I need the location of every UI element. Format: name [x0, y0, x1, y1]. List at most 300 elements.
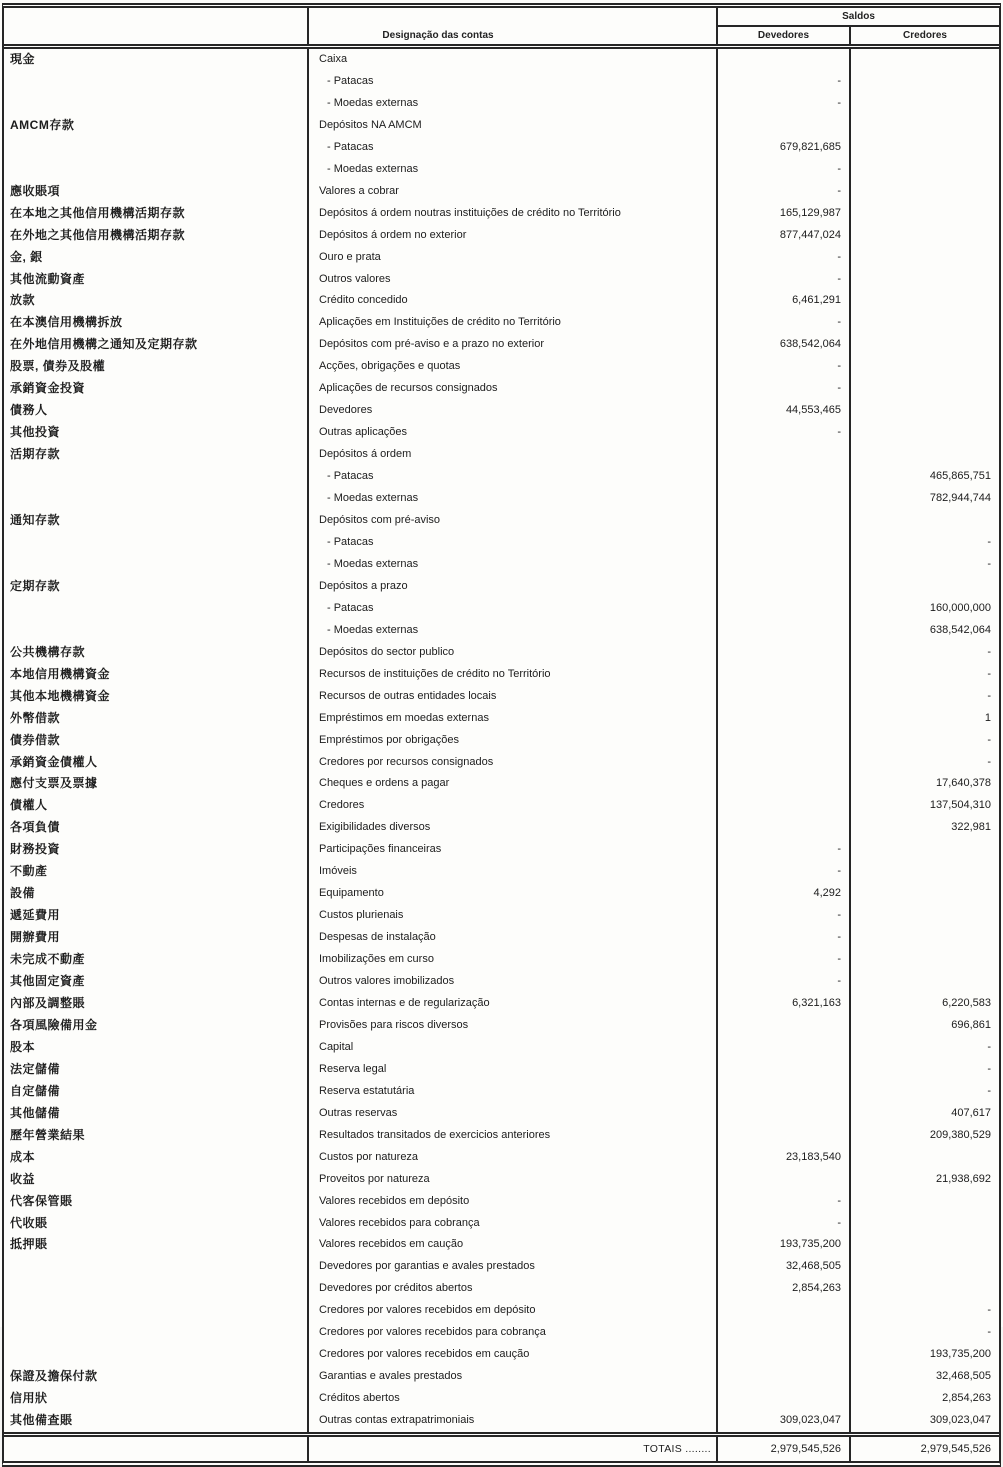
credores-value — [850, 269, 999, 291]
account-name-cn: 債券借款 — [4, 730, 308, 752]
credores-value — [850, 861, 999, 883]
account-name-cn: 歷年營業結果 — [4, 1125, 308, 1147]
account-name-cn: 債權人 — [4, 795, 308, 817]
devedores-value — [717, 1015, 850, 1037]
account-name-cn: 現金 — [4, 47, 308, 71]
credores-value — [850, 1213, 999, 1235]
devedores-value: - — [717, 159, 850, 181]
table-header — [4, 8, 999, 47]
account-name-cn — [4, 1322, 308, 1344]
account-name-pt: Devedores por garantias e avales prestados — [308, 1256, 717, 1278]
account-name-cn: 公共機構存款 — [4, 642, 308, 664]
table-row — [4, 1081, 999, 1103]
table-row — [4, 817, 999, 839]
devedores-value: 877,447,024 — [717, 225, 850, 247]
credores-value — [850, 93, 999, 115]
account-name-pt: Cheques e ordens a pagar — [308, 773, 717, 795]
account-name-pt: Proveitos por natureza — [308, 1169, 717, 1191]
table-row — [4, 269, 999, 291]
account-name-cn: 其他固定資產 — [4, 971, 308, 993]
account-name-pt: Aplicações de recursos consignados — [308, 378, 717, 400]
account-name-cn: 活期存款 — [4, 444, 308, 466]
credores-value — [850, 1147, 999, 1169]
credores-value: 193,735,200 — [929, 1348, 992, 1361]
credores-value — [850, 1234, 999, 1256]
table-row — [4, 1300, 999, 1322]
table-row — [4, 93, 999, 115]
account-name-cn: 應付支票及票據 — [4, 773, 308, 795]
devedores-value: - — [717, 269, 850, 291]
devedores-value: - — [717, 927, 850, 949]
table-row — [4, 1256, 999, 1278]
header-spacer-cn2 — [4, 26, 308, 47]
account-name-pt: Equipamento — [308, 883, 717, 905]
table-row — [4, 444, 999, 466]
devedores-value — [717, 1344, 850, 1366]
table-row — [4, 927, 999, 949]
account-name-cn — [4, 1344, 308, 1366]
account-name-pt: - Patacas — [308, 71, 717, 93]
credores-value: - — [987, 667, 992, 680]
table-row — [4, 839, 999, 861]
totals-row — [4, 1435, 999, 1462]
header-spacer-cn — [4, 8, 308, 26]
account-name-pt: Custos por natureza — [308, 1147, 717, 1169]
totals-credores: 2,979,545,526 — [850, 1435, 999, 1462]
account-name-pt: Contas internas e de regularização — [308, 993, 717, 1015]
devedores-value: 32,468,505 — [717, 1256, 850, 1278]
devedores-value — [717, 1388, 850, 1410]
account-name-pt: Valores recebidos em depósito — [308, 1191, 717, 1213]
account-name-pt: - Moedas externas — [308, 93, 717, 115]
devedores-value — [717, 554, 850, 576]
credores-value: 6,220,583 — [942, 996, 992, 1009]
account-name-cn — [4, 1300, 308, 1322]
designacao-header: Designação das contas — [308, 26, 717, 47]
credores-value: - — [987, 733, 992, 746]
account-name-cn: 金, 銀 — [4, 247, 308, 269]
account-name-pt: Outras contas extrapatrimoniais — [308, 1410, 717, 1434]
account-name-pt: - Moedas externas — [308, 554, 717, 576]
devedores-value — [717, 1125, 850, 1147]
credores-value — [850, 47, 999, 71]
table-row — [4, 708, 999, 730]
credores-value — [850, 181, 999, 203]
account-name-cn — [4, 488, 308, 510]
account-name-cn: 代收賬 — [4, 1213, 308, 1235]
devedores-value — [717, 1322, 850, 1344]
devedores-value — [717, 664, 850, 686]
credores-value: - — [987, 1326, 992, 1339]
devedores-value: - — [717, 905, 850, 927]
account-name-pt: Devedores por créditos abertos — [308, 1278, 717, 1300]
saldos-header: Saldos — [717, 8, 999, 26]
devedores-value: - — [717, 378, 850, 400]
account-name-cn — [4, 71, 308, 93]
account-name-cn: 抵押賬 — [4, 1234, 308, 1256]
devedores-value — [717, 1366, 850, 1388]
devedores-value — [717, 817, 850, 839]
credores-value — [850, 203, 999, 225]
table-row — [4, 137, 999, 159]
account-name-pt: - Moedas externas — [308, 488, 717, 510]
credores-value — [850, 334, 999, 356]
credores-value — [850, 905, 999, 927]
trial-balance-table-frame — [2, 3, 1001, 1467]
totals-devedores: 2,979,545,526 — [717, 1435, 850, 1462]
devedores-value: 679,821,685 — [717, 137, 850, 159]
account-name-cn: 在本地之其他信用機構活期存款 — [4, 203, 308, 225]
table-row — [4, 334, 999, 356]
credores-value: - — [987, 1062, 992, 1075]
account-name-pt: Ouro e prata — [308, 247, 717, 269]
credores-value: 322,981 — [951, 821, 992, 834]
table-row — [4, 971, 999, 993]
table-row — [4, 71, 999, 93]
credores-value: 32,468,505 — [935, 1370, 992, 1383]
account-name-cn: 在外地之其他信用機構活期存款 — [4, 225, 308, 247]
table-row — [4, 730, 999, 752]
table-row — [4, 312, 999, 334]
devedores-value — [717, 598, 850, 620]
devedores-value: - — [717, 422, 850, 444]
credores-value — [850, 839, 999, 861]
account-name-pt: Outras reservas — [308, 1103, 717, 1125]
account-name-cn: 保證及擔保付款 — [4, 1366, 308, 1388]
account-name-pt: Recursos de outras entidades locais — [308, 686, 717, 708]
credores-header: Credores — [850, 26, 999, 47]
table-row — [4, 1234, 999, 1256]
credores-value: - — [987, 755, 992, 768]
account-name-pt: Aplicações em Instituições de crédito no Território — [308, 312, 717, 334]
totals-spacer-cn — [4, 1435, 308, 1462]
credores-value: 137,504,310 — [929, 799, 992, 812]
account-name-pt: Caixa — [308, 47, 717, 71]
credores-value — [850, 927, 999, 949]
account-name-cn — [4, 620, 308, 642]
table-body — [4, 47, 999, 1435]
credores-value — [850, 115, 999, 137]
devedores-value — [717, 642, 850, 664]
table-row — [4, 203, 999, 225]
account-name-cn: 放款 — [4, 290, 308, 312]
table-row — [4, 1169, 999, 1191]
credores-value: 21,938,692 — [935, 1172, 992, 1185]
account-name-pt: - Patacas — [308, 137, 717, 159]
table-row — [4, 1037, 999, 1059]
credores-value — [850, 356, 999, 378]
account-name-pt: Depósitos NA AMCM — [308, 115, 717, 137]
account-name-pt: Depósitos á ordem noutras instituições de crédito no Território — [308, 203, 717, 225]
devedores-value — [717, 510, 850, 532]
credores-value: 407,617 — [951, 1106, 992, 1119]
account-name-pt: - Patacas — [308, 466, 717, 488]
account-name-cn: 定期存款 — [4, 576, 308, 598]
devedores-value: 2,854,263 — [717, 1278, 850, 1300]
table-row — [4, 422, 999, 444]
account-name-pt: Recursos de instituições de crédito no Território — [308, 664, 717, 686]
devedores-value: 6,461,291 — [717, 290, 850, 312]
account-name-cn: 財務投資 — [4, 839, 308, 861]
devedores-value: - — [717, 93, 850, 115]
account-name-cn: 內部及調整賬 — [4, 993, 308, 1015]
devedores-value: - — [717, 181, 850, 203]
credores-value: - — [987, 1304, 992, 1317]
credores-value: - — [987, 535, 992, 548]
table-row — [4, 576, 999, 598]
devedores-value — [717, 1300, 850, 1322]
credores-value: - — [987, 1040, 992, 1053]
devedores-value — [717, 1059, 850, 1081]
devedores-value — [717, 47, 850, 71]
account-name-pt: Capital — [308, 1037, 717, 1059]
devedores-value — [717, 466, 850, 488]
credores-value: 17,640,378 — [935, 777, 992, 790]
account-name-cn: 通知存款 — [4, 510, 308, 532]
account-name-pt: Acções, obrigações e quotas — [308, 356, 717, 378]
credores-value — [850, 247, 999, 269]
account-name-pt: Reserva legal — [308, 1059, 717, 1081]
devedores-value — [717, 1103, 850, 1125]
credores-value — [850, 949, 999, 971]
devedores-value: - — [717, 861, 850, 883]
devedores-value: 165,129,987 — [717, 203, 850, 225]
account-name-pt: Custos plurienais — [308, 905, 717, 927]
table-row — [4, 1147, 999, 1169]
account-name-pt: Credores por valores recebidos para cobrança — [308, 1322, 717, 1344]
devedores-value — [717, 532, 850, 554]
account-name-pt: Empréstimos por obrigações — [308, 730, 717, 752]
account-name-cn: 不動產 — [4, 861, 308, 883]
account-name-cn — [4, 466, 308, 488]
credores-value — [850, 1256, 999, 1278]
devedores-value: 6,321,163 — [717, 993, 850, 1015]
devedores-value — [717, 444, 850, 466]
devedores-value: - — [717, 1213, 850, 1235]
credores-value: - — [987, 1084, 992, 1097]
devedores-value: - — [717, 839, 850, 861]
table-row — [4, 1366, 999, 1388]
account-name-pt: Credores por valores recebidos em caução — [308, 1344, 717, 1366]
account-name-cn — [4, 1256, 308, 1278]
account-name-cn: 外幣借款 — [4, 708, 308, 730]
account-name-cn: 承銷資金債權人 — [4, 752, 308, 774]
account-name-pt: Depósitos á ordem no exterior — [308, 225, 717, 247]
account-name-pt: - Moedas externas — [308, 159, 717, 181]
devedores-value — [717, 708, 850, 730]
account-name-pt: Depósitos do sector publico — [308, 642, 717, 664]
devedores-value: - — [717, 949, 850, 971]
credores-value: 160,000,000 — [929, 601, 992, 614]
account-name-cn: 本地信用機構資金 — [4, 664, 308, 686]
devedores-header: Devedores — [717, 26, 850, 47]
credores-value — [850, 225, 999, 247]
devedores-value — [717, 752, 850, 774]
account-name-cn: 在本澳信用機構拆放 — [4, 312, 308, 334]
account-name-cn: 股本 — [4, 1037, 308, 1059]
account-name-cn: 未完成不動產 — [4, 949, 308, 971]
devedores-value: - — [717, 312, 850, 334]
account-name-cn: 其他流動資產 — [4, 269, 308, 291]
account-name-cn: 遞延費用 — [4, 905, 308, 927]
account-name-pt: Devedores — [308, 400, 717, 422]
table-row — [4, 378, 999, 400]
account-name-cn: 收益 — [4, 1169, 308, 1191]
account-name-cn: 股票, 債券及股權 — [4, 356, 308, 378]
credores-value — [850, 312, 999, 334]
table-row — [4, 47, 999, 71]
table-row — [4, 1322, 999, 1344]
table-row — [4, 861, 999, 883]
credores-value: 309,023,047 — [929, 1414, 992, 1427]
table-row — [4, 247, 999, 269]
table-row — [4, 115, 999, 137]
credores-value — [850, 576, 999, 598]
account-name-pt: Participações financeiras — [308, 839, 717, 861]
table-row — [4, 290, 999, 312]
header-row-saldos — [4, 8, 999, 26]
account-name-pt: Imobilizações em curso — [308, 949, 717, 971]
table-row — [4, 400, 999, 422]
account-name-cn — [4, 598, 308, 620]
account-name-cn — [4, 159, 308, 181]
account-name-cn — [4, 532, 308, 554]
credores-value — [850, 883, 999, 905]
account-name-cn: AMCM存款 — [4, 115, 308, 137]
devedores-value: - — [717, 356, 850, 378]
devedores-value — [717, 1037, 850, 1059]
credores-value: - — [987, 689, 992, 702]
account-name-pt: Depósitos com pré-aviso — [308, 510, 717, 532]
devedores-value: 44,553,465 — [717, 400, 850, 422]
account-name-pt: Valores a cobrar — [308, 181, 717, 203]
account-name-pt: Garantias e avales prestados — [308, 1366, 717, 1388]
account-name-pt: Credores — [308, 795, 717, 817]
table-row — [4, 1191, 999, 1213]
devedores-value: - — [717, 71, 850, 93]
account-name-cn: 在外地信用機構之通知及定期存款 — [4, 334, 308, 356]
account-name-cn: 自定儲備 — [4, 1081, 308, 1103]
credores-value — [850, 422, 999, 444]
devedores-value — [717, 795, 850, 817]
header-row-columns — [4, 26, 999, 47]
trial-balance-table — [4, 8, 999, 1461]
devedores-value — [717, 773, 850, 795]
account-name-pt: Depósitos com pré-aviso e a prazo no exterior — [308, 334, 717, 356]
table-row — [4, 686, 999, 708]
table-row — [4, 1388, 999, 1410]
account-name-pt: Valores recebidos em caução — [308, 1234, 717, 1256]
credores-value: - — [987, 645, 992, 658]
account-name-pt: Outras aplicações — [308, 422, 717, 444]
table-row — [4, 181, 999, 203]
account-name-pt: Credores por recursos consignados — [308, 752, 717, 774]
devedores-value — [717, 1169, 850, 1191]
credores-value: 696,861 — [951, 1018, 992, 1031]
credores-value: 1 — [984, 711, 992, 724]
table-row — [4, 159, 999, 181]
account-name-pt: Imóveis — [308, 861, 717, 883]
table-row — [4, 993, 999, 1015]
credores-value — [850, 159, 999, 181]
credores-value — [850, 400, 999, 422]
credores-value — [850, 510, 999, 532]
devedores-value: - — [717, 971, 850, 993]
account-name-cn: 其他備查賬 — [4, 1410, 308, 1434]
account-name-cn: 代客保管賬 — [4, 1191, 308, 1213]
table-row — [4, 1213, 999, 1235]
table-footer — [4, 1435, 999, 1462]
table-row — [4, 225, 999, 247]
account-name-pt: Empréstimos em moedas externas — [308, 708, 717, 730]
account-name-pt: Despesas de instalação — [308, 927, 717, 949]
credores-value — [850, 137, 999, 159]
account-name-cn: 各項負債 — [4, 817, 308, 839]
credores-value: 638,542,064 — [929, 623, 992, 636]
devedores-value — [717, 620, 850, 642]
table-row — [4, 554, 999, 576]
account-name-cn — [4, 137, 308, 159]
account-name-pt: Depósitos á ordem — [308, 444, 717, 466]
devedores-value — [717, 115, 850, 137]
account-name-pt: - Patacas — [308, 532, 717, 554]
account-name-cn — [4, 1278, 308, 1300]
devedores-value — [717, 488, 850, 510]
credores-value — [850, 971, 999, 993]
table-row — [4, 642, 999, 664]
account-name-cn: 應收賬項 — [4, 181, 308, 203]
credores-value — [850, 71, 999, 93]
table-row — [4, 1125, 999, 1147]
devedores-value: - — [717, 247, 850, 269]
table-row — [4, 488, 999, 510]
account-name-cn — [4, 554, 308, 576]
table-row — [4, 905, 999, 927]
account-name-pt: Reserva estatutária — [308, 1081, 717, 1103]
account-name-cn: 法定儲備 — [4, 1059, 308, 1081]
credores-value: - — [987, 557, 992, 570]
table-row — [4, 1059, 999, 1081]
account-name-cn: 承銷資金投資 — [4, 378, 308, 400]
devedores-value: 309,023,047 — [717, 1410, 850, 1434]
account-name-pt: Valores recebidos para cobrança — [308, 1213, 717, 1235]
devedores-value: 193,735,200 — [717, 1234, 850, 1256]
devedores-value — [717, 686, 850, 708]
account-name-cn: 其他儲備 — [4, 1103, 308, 1125]
credores-value: 465,865,751 — [929, 470, 992, 483]
account-name-cn: 開辦費用 — [4, 927, 308, 949]
table-row — [4, 1344, 999, 1366]
devedores-value — [717, 730, 850, 752]
totals-label: TOTAIS ........ — [308, 1435, 717, 1462]
devedores-value — [717, 1081, 850, 1103]
table-row — [4, 664, 999, 686]
devedores-value: 23,183,540 — [717, 1147, 850, 1169]
account-name-pt: Créditos abertos — [308, 1388, 717, 1410]
table-row — [4, 466, 999, 488]
account-name-pt: - Patacas — [308, 598, 717, 620]
account-name-pt: Outros valores imobilizados — [308, 971, 717, 993]
credores-value — [850, 1278, 999, 1300]
account-name-cn: 信用狀 — [4, 1388, 308, 1410]
devedores-value — [717, 576, 850, 598]
credores-value — [850, 290, 999, 312]
account-name-cn: 其他本地機構資金 — [4, 686, 308, 708]
table-row — [4, 1015, 999, 1037]
table-row — [4, 949, 999, 971]
account-name-cn — [4, 93, 308, 115]
account-name-cn: 設備 — [4, 883, 308, 905]
